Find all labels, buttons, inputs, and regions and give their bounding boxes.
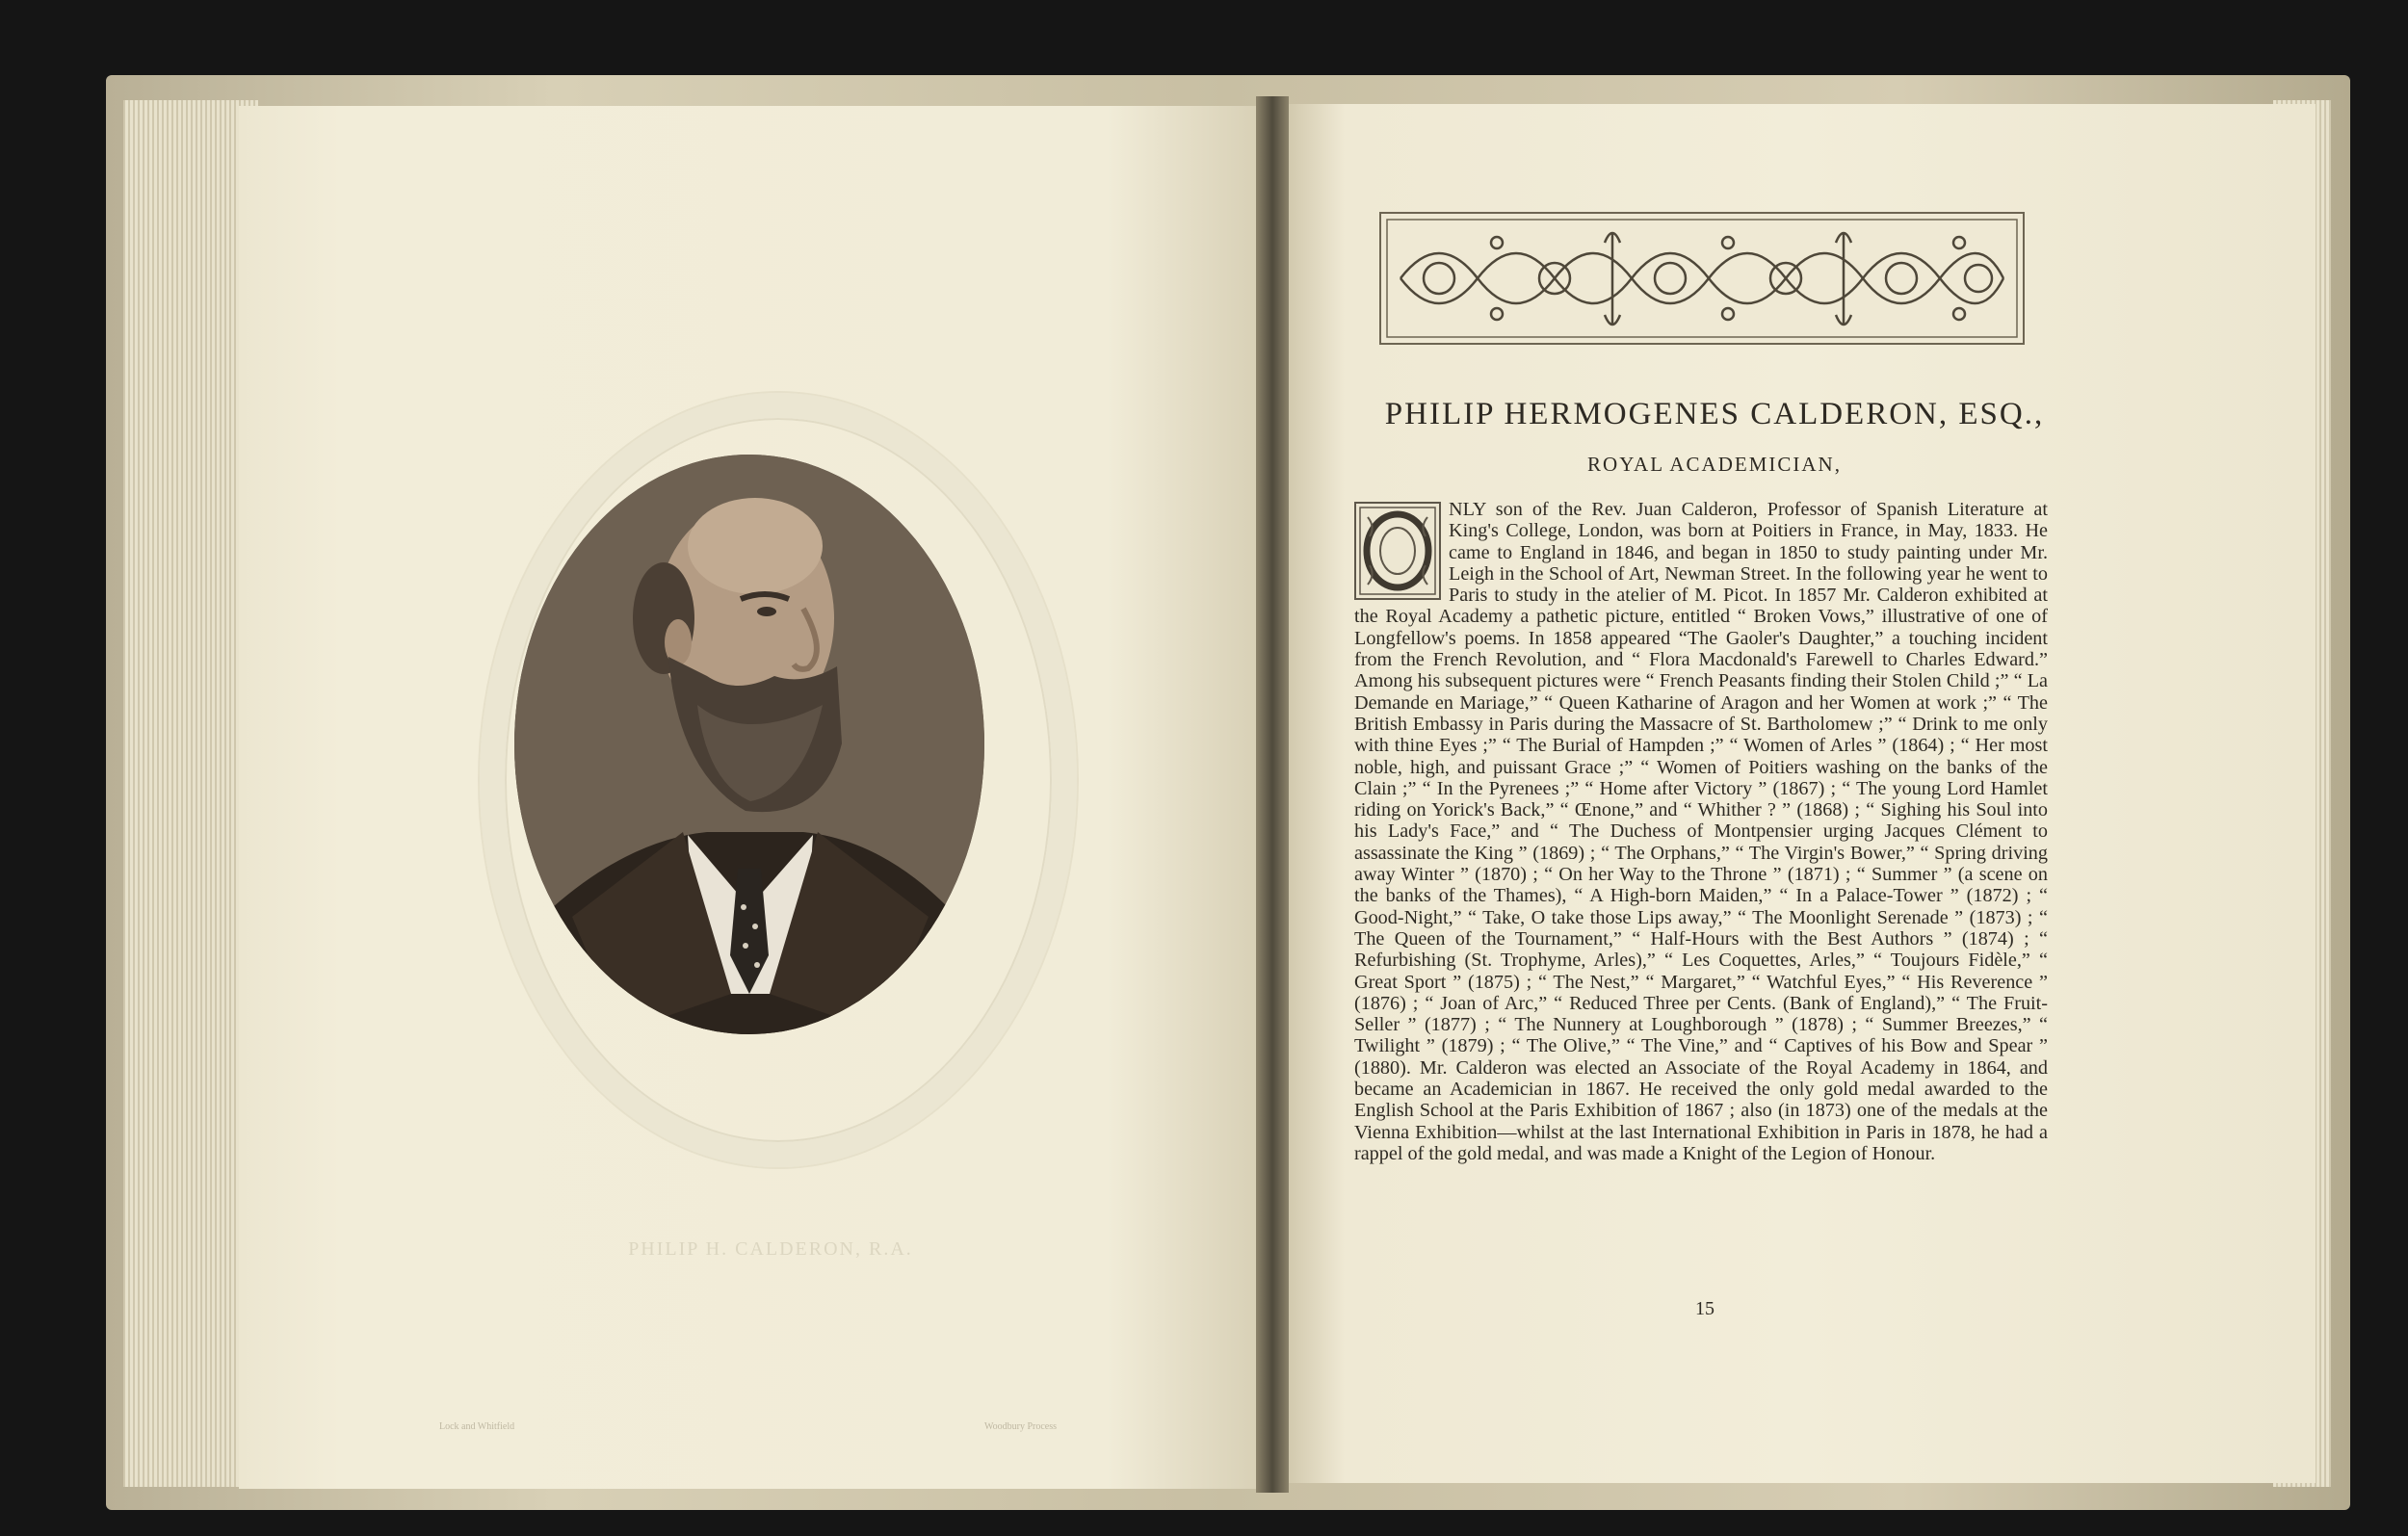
biography-paragraph: NLY son of the Rev. Juan Calderon, Professor of Spanish Literature at King's College, London, was born at Poitiers in France, in May, 1833. He came to England in 1846, and began in 1850 to study painting under Mr. Leigh in the School of Art, Newman Street. In the following year he went to Paris to study in the atelier of M. Picot. In 1857 Mr. Calderon exhibited at the Royal Academy a pathetic picture, entitled “ Broken Vows,” illustrative of one of Longfellow's poems. In 1858 appeared “The Gaoler's Daughter,” a touching incident from the French Revolution, and “ Flora Macdonald's Farewell to Charles Edward.” Among his subsequent pictures were “ French Peasants finding their Stolen Child ;” “ La Demande en Mariage,” “ Queen Katharine of Aragon and her Women at work ;” “ The British Embassy in Paris during the Massacre of St. Bartholomew ;” “ Drink to me only with thine Eyes ;” “ The Burial of Hampden ;” “ Women of Arles ” (1864) ; “ Her most noble, high, and puissant Grace ;” “ Women of Poitiers washing on the banks of the Clain ;” “ In the Pyrenees ;” “ Home after Victory ” (1867) ; “ The young Lord Hamlet riding on Yorick's Back,” “ Œnone,” and “ Whither ? ” (1868) ; “ Sighing his Soul into his Lady's Face,” and “ The Duchess of Montpensier urging Jacques Clément to assassinate the King ” (1869) ; “ The Orphans,” “ The Virgin's Bower,” “ Spring driving away Winter ” (1870) ; “ On her Way to the Throne ” (1871) ; “ Summer ” (a scene on the banks of the Thames), “ A High-born Maiden,” “ In a Palace-Tower ” (1872) ; “ Good-Night,” “ Take, O take those Lips away,” “ The Moonlight Serenade ” (1873) ; “ The Queen of the Tournament,” “ Half-Hours with the Best Authors ” (1874) ; “ Refurbishing (St. Trophyme, Arles),” “ Les Coquettes, Arles,” “ Toujours Fidèle,” “ Great Sport ” (1875) ; “ The Nest,” “ Margaret,” “ Watchful Eyes,” “ His Reverence ” (1876) ; “ Joan of Arc,” “ Reduced Three per Cents. (Bank of England),” “ The Fruit-Seller ” (1877) ; “ The Nunnery at Loughborough ” (1878) ; “ Summer Breezes,” “ Twilight ” (1879) ; “ The Olive,” “ The Vine,” and “ Captives of his Bow and Spear ” (1880). Mr. Calderon was elected an Associate of the Royal Academy in 1864, and became an Academician in 1867. He received the only gold medal awarded to the English School at the Paris Exhibition of 1867 ; also (in 1873) one of the medals at the Vienna Exhibition—whilst at the last International Exhibition in Paris in 1878, he had a rappel of the gold medal, and was made a Knight of the Legion of Honour. (1354, 499, 2048, 1164)
page-subtitle: ROYAL ACADEMICIAN, (1587, 453, 1842, 476)
decorative-header-ornament (1379, 212, 2025, 345)
biography-text (1354, 499, 2048, 1164)
page-stack-left (123, 100, 258, 1487)
book-gutter (1256, 96, 1289, 1493)
portrait-illustration (514, 455, 984, 1034)
printer-credit-right: Woodbury Process (984, 1421, 1058, 1432)
plate-caption: PHILIP H. CALDERON, R.A. (628, 1238, 913, 1260)
page-number: 15 (1695, 1298, 1714, 1319)
portrait-photo (514, 455, 984, 1034)
printer-credit-left: Lock and Whitfield (439, 1421, 515, 1432)
page-title: PHILIP HERMOGENES CALDERON, ESQ., (1384, 397, 2045, 431)
